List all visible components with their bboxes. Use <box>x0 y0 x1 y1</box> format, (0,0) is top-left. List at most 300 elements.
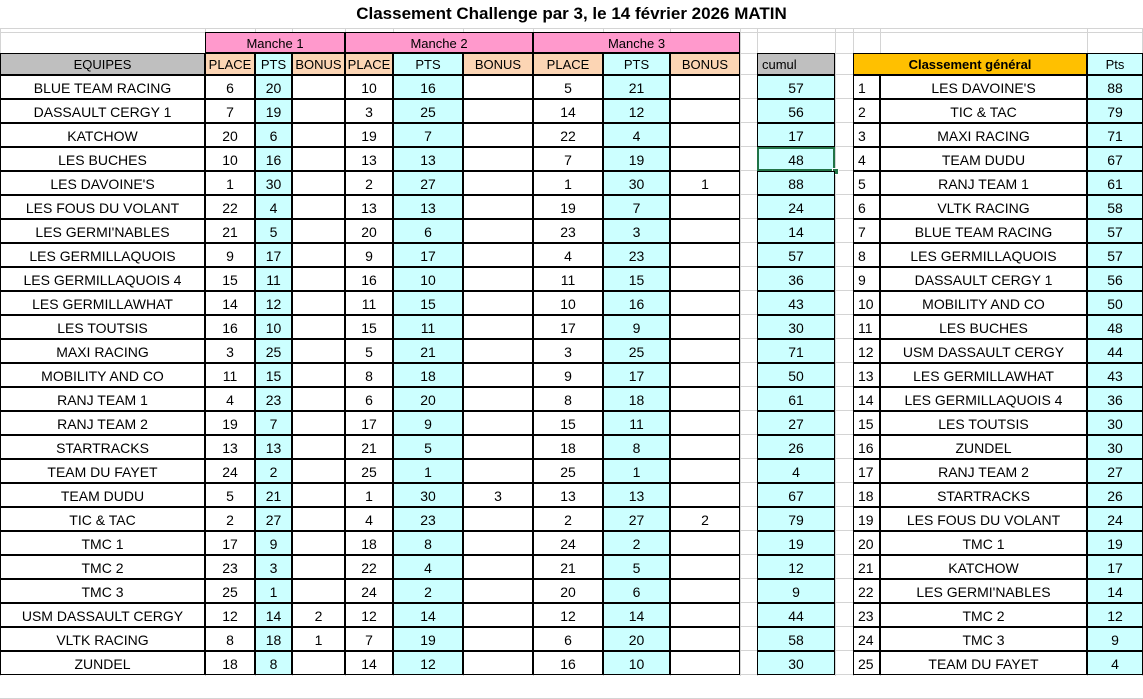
m3-bonus-cell[interactable] <box>670 291 740 315</box>
team-name[interactable]: LES GERMILLAQUOIS <box>0 243 205 267</box>
general-team-cell[interactable]: RANJ TEAM 2 <box>880 459 1087 483</box>
m1-place-cell[interactable]: 5 <box>205 483 255 507</box>
general-rank-cell[interactable]: 13 <box>853 363 880 387</box>
m1-bonus-cell[interactable] <box>292 267 345 291</box>
m1-place-cell[interactable]: 2 <box>205 507 255 531</box>
m3-bonus-header[interactable]: BONUS <box>670 53 740 75</box>
m2-pts-cell[interactable]: 18 <box>393 363 463 387</box>
general-pts-cell[interactable]: 4 <box>1087 651 1143 675</box>
general-team-cell[interactable]: KATCHOW <box>880 555 1087 579</box>
m2-bonus-cell[interactable] <box>463 267 533 291</box>
m1-pts-cell[interactable]: 6 <box>255 123 292 147</box>
m2-place-cell[interactable]: 18 <box>345 531 393 555</box>
m3-bonus-cell[interactable] <box>670 99 740 123</box>
cumul-cell[interactable]: 30 <box>757 651 835 675</box>
m1-pts-cell[interactable]: 27 <box>255 507 292 531</box>
m1-place-cell[interactable]: 4 <box>205 387 255 411</box>
general-pts-cell[interactable]: 27 <box>1087 459 1143 483</box>
m3-pts-header[interactable]: PTS <box>603 53 670 75</box>
m3-pts-cell[interactable]: 25 <box>603 339 670 363</box>
m1-pts-cell[interactable]: 12 <box>255 291 292 315</box>
general-pts-cell[interactable]: 79 <box>1087 99 1143 123</box>
general-team-cell[interactable]: LES TOUTSIS <box>880 411 1087 435</box>
m2-place-cell[interactable]: 13 <box>345 147 393 171</box>
m1-pts-cell[interactable]: 9 <box>255 531 292 555</box>
m1-place-cell[interactable]: 16 <box>205 315 255 339</box>
m2-pts-cell[interactable]: 16 <box>393 75 463 99</box>
general-pts-cell[interactable]: 43 <box>1087 363 1143 387</box>
m2-bonus-cell[interactable] <box>463 195 533 219</box>
m2-place-cell[interactable]: 6 <box>345 387 393 411</box>
general-rank-cell[interactable]: 6 <box>853 195 880 219</box>
m3-pts-cell[interactable]: 5 <box>603 555 670 579</box>
cumul-cell[interactable]: 30 <box>757 315 835 339</box>
m2-pts-cell[interactable]: 13 <box>393 147 463 171</box>
general-rank-cell[interactable]: 19 <box>853 507 880 531</box>
m1-bonus-cell[interactable] <box>292 147 345 171</box>
general-pts-cell[interactable]: 30 <box>1087 411 1143 435</box>
m3-bonus-cell[interactable] <box>670 147 740 171</box>
general-team-cell[interactable]: LES GERMILLAQUOIS 4 <box>880 387 1087 411</box>
m2-place-cell[interactable]: 5 <box>345 339 393 363</box>
general-rank-cell[interactable]: 22 <box>853 579 880 603</box>
general-rank-cell[interactable]: 7 <box>853 219 880 243</box>
m3-pts-cell[interactable]: 20 <box>603 627 670 651</box>
m1-bonus-cell[interactable] <box>292 459 345 483</box>
team-name[interactable]: MAXI RACING <box>0 339 205 363</box>
team-name[interactable]: STARTRACKS <box>0 435 205 459</box>
m3-pts-cell[interactable]: 3 <box>603 219 670 243</box>
m2-pts-cell[interactable]: 7 <box>393 123 463 147</box>
general-rank-cell[interactable]: 25 <box>853 651 880 675</box>
general-pts-header[interactable]: Pts <box>1087 53 1143 75</box>
general-pts-cell[interactable]: 14 <box>1087 579 1143 603</box>
m2-place-cell[interactable]: 25 <box>345 459 393 483</box>
general-team-cell[interactable]: LES BUCHES <box>880 315 1087 339</box>
general-pts-cell[interactable]: 48 <box>1087 315 1143 339</box>
m2-bonus-cell[interactable] <box>463 363 533 387</box>
general-rank-cell[interactable]: 12 <box>853 339 880 363</box>
m3-bonus-cell[interactable] <box>670 243 740 267</box>
m3-bonus-cell[interactable]: 2 <box>670 507 740 531</box>
m1-pts-cell[interactable]: 13 <box>255 435 292 459</box>
general-pts-cell[interactable]: 12 <box>1087 603 1143 627</box>
m3-place-cell[interactable]: 5 <box>533 75 603 99</box>
m3-pts-cell[interactable]: 19 <box>603 147 670 171</box>
m2-pts-cell[interactable]: 11 <box>393 315 463 339</box>
team-name[interactable]: LES FOUS DU VOLANT <box>0 195 205 219</box>
m1-bonus-cell[interactable] <box>292 651 345 675</box>
m2-place-cell[interactable]: 19 <box>345 123 393 147</box>
m2-bonus-cell[interactable] <box>463 411 533 435</box>
m3-pts-cell[interactable]: 10 <box>603 651 670 675</box>
m3-bonus-cell[interactable] <box>670 531 740 555</box>
m2-place-header[interactable]: PLACE <box>345 53 393 75</box>
cumul-cell[interactable]: 57 <box>757 75 835 99</box>
general-team-cell[interactable]: TEAM DUDU <box>880 147 1087 171</box>
team-name[interactable]: VLTK RACING <box>0 627 205 651</box>
cumul-cell[interactable]: 9 <box>757 579 835 603</box>
m3-pts-cell[interactable]: 16 <box>603 291 670 315</box>
m1-bonus-cell[interactable] <box>292 387 345 411</box>
team-name[interactable]: TEAM DUDU <box>0 483 205 507</box>
m3-pts-cell[interactable]: 14 <box>603 603 670 627</box>
m1-pts-cell[interactable]: 30 <box>255 171 292 195</box>
m3-place-cell[interactable]: 8 <box>533 387 603 411</box>
general-team-cell[interactable]: TIC & TAC <box>880 99 1087 123</box>
team-name[interactable]: MOBILITY AND CO <box>0 363 205 387</box>
general-team-cell[interactable]: TMC 2 <box>880 603 1087 627</box>
m3-bonus-cell[interactable] <box>670 363 740 387</box>
team-name[interactable]: LES BUCHES <box>0 147 205 171</box>
m2-bonus-header[interactable]: BONUS <box>463 53 533 75</box>
m1-bonus-cell[interactable]: 2 <box>292 603 345 627</box>
general-rank-cell[interactable]: 21 <box>853 555 880 579</box>
m3-pts-cell[interactable]: 2 <box>603 531 670 555</box>
m3-bonus-cell[interactable] <box>670 627 740 651</box>
m3-pts-cell[interactable]: 8 <box>603 435 670 459</box>
m2-place-cell[interactable]: 3 <box>345 99 393 123</box>
cumul-cell[interactable]: 71 <box>757 339 835 363</box>
m2-bonus-cell[interactable] <box>463 99 533 123</box>
m2-bonus-cell[interactable] <box>463 387 533 411</box>
general-rank-cell[interactable]: 14 <box>853 387 880 411</box>
m3-place-cell[interactable]: 21 <box>533 555 603 579</box>
m1-place-cell[interactable]: 17 <box>205 531 255 555</box>
m3-bonus-cell[interactable] <box>670 339 740 363</box>
m3-pts-cell[interactable]: 1 <box>603 459 670 483</box>
m1-pts-cell[interactable]: 17 <box>255 243 292 267</box>
m3-place-cell[interactable]: 1 <box>533 171 603 195</box>
m1-bonus-cell[interactable] <box>292 291 345 315</box>
m1-bonus-cell[interactable] <box>292 411 345 435</box>
general-rank-cell[interactable]: 8 <box>853 243 880 267</box>
team-name[interactable]: USM DASSAULT CERGY <box>0 603 205 627</box>
general-pts-cell[interactable]: 19 <box>1087 531 1143 555</box>
m3-place-cell[interactable]: 4 <box>533 243 603 267</box>
general-team-cell[interactable]: LES GERMILLAQUOIS <box>880 243 1087 267</box>
cumul-cell[interactable]: 79 <box>757 507 835 531</box>
m2-pts-cell[interactable]: 5 <box>393 435 463 459</box>
m1-pts-cell[interactable]: 5 <box>255 219 292 243</box>
general-team-cell[interactable]: LES GERMILLAWHAT <box>880 363 1087 387</box>
m1-pts-header[interactable]: PTS <box>255 53 292 75</box>
m2-place-cell[interactable]: 11 <box>345 291 393 315</box>
general-pts-cell[interactable]: 36 <box>1087 387 1143 411</box>
team-name[interactable]: TMC 1 <box>0 531 205 555</box>
m2-bonus-cell[interactable] <box>463 171 533 195</box>
m2-bonus-cell[interactable] <box>463 147 533 171</box>
m3-pts-cell[interactable]: 6 <box>603 579 670 603</box>
cumul-cell[interactable]: 24 <box>757 195 835 219</box>
m3-place-cell[interactable]: 25 <box>533 459 603 483</box>
m1-pts-cell[interactable]: 10 <box>255 315 292 339</box>
m3-pts-cell[interactable]: 11 <box>603 411 670 435</box>
m2-place-cell[interactable]: 16 <box>345 267 393 291</box>
general-pts-cell[interactable]: 26 <box>1087 483 1143 507</box>
general-rank-cell[interactable]: 17 <box>853 459 880 483</box>
cumul-cell[interactable]: 58 <box>757 627 835 651</box>
m3-bonus-cell[interactable] <box>670 195 740 219</box>
m1-place-cell[interactable]: 14 <box>205 291 255 315</box>
m1-pts-cell[interactable]: 21 <box>255 483 292 507</box>
m2-bonus-cell[interactable] <box>463 123 533 147</box>
m2-place-cell[interactable]: 22 <box>345 555 393 579</box>
general-rank-cell[interactable]: 9 <box>853 267 880 291</box>
m1-place-cell[interactable]: 25 <box>205 579 255 603</box>
general-team-cell[interactable]: ZUNDEL <box>880 435 1087 459</box>
m3-place-cell[interactable]: 19 <box>533 195 603 219</box>
general-team-cell[interactable]: MAXI RACING <box>880 123 1087 147</box>
m2-pts-cell[interactable]: 23 <box>393 507 463 531</box>
general-pts-cell[interactable]: 67 <box>1087 147 1143 171</box>
m3-bonus-cell[interactable] <box>670 387 740 411</box>
m3-place-cell[interactable]: 16 <box>533 651 603 675</box>
m2-place-cell[interactable]: 2 <box>345 171 393 195</box>
team-name[interactable]: LES GERMI'NABLES <box>0 219 205 243</box>
m3-place-cell[interactable]: 7 <box>533 147 603 171</box>
m3-place-cell[interactable]: 3 <box>533 339 603 363</box>
team-name[interactable]: TMC 3 <box>0 579 205 603</box>
cumul-cell[interactable]: 4 <box>757 459 835 483</box>
m1-place-cell[interactable]: 1 <box>205 171 255 195</box>
general-rank-cell[interactable]: 24 <box>853 627 880 651</box>
m1-bonus-cell[interactable] <box>292 219 345 243</box>
general-team-cell[interactable]: LES FOUS DU VOLANT <box>880 507 1087 531</box>
general-team-cell[interactable]: TMC 1 <box>880 531 1087 555</box>
m3-bonus-cell[interactable] <box>670 579 740 603</box>
m2-place-cell[interactable]: 10 <box>345 75 393 99</box>
m2-pts-cell[interactable]: 1 <box>393 459 463 483</box>
general-team-cell[interactable]: TEAM DU FAYET <box>880 651 1087 675</box>
m1-pts-cell[interactable]: 25 <box>255 339 292 363</box>
m3-pts-cell[interactable]: 7 <box>603 195 670 219</box>
m3-bonus-cell[interactable] <box>670 123 740 147</box>
general-team-cell[interactable]: USM DASSAULT CERGY <box>880 339 1087 363</box>
m3-pts-cell[interactable]: 9 <box>603 315 670 339</box>
cumul-cell[interactable]: 56 <box>757 99 835 123</box>
cumul-cell[interactable]: 88 <box>757 171 835 195</box>
cumul-cell[interactable]: 17 <box>757 123 835 147</box>
m2-pts-cell[interactable]: 19 <box>393 627 463 651</box>
cumul-cell[interactable]: 44 <box>757 603 835 627</box>
general-team-cell[interactable]: VLTK RACING <box>880 195 1087 219</box>
team-name[interactable]: RANJ TEAM 1 <box>0 387 205 411</box>
m1-bonus-cell[interactable] <box>292 75 345 99</box>
m1-pts-cell[interactable]: 4 <box>255 195 292 219</box>
m3-place-cell[interactable]: 10 <box>533 291 603 315</box>
m1-pts-cell[interactable]: 1 <box>255 579 292 603</box>
m3-place-cell[interactable]: 6 <box>533 627 603 651</box>
general-team-cell[interactable]: MOBILITY AND CO <box>880 291 1087 315</box>
general-pts-cell[interactable]: 57 <box>1087 243 1143 267</box>
m1-pts-cell[interactable]: 23 <box>255 387 292 411</box>
m2-bonus-cell[interactable] <box>463 627 533 651</box>
m1-place-cell[interactable]: 23 <box>205 555 255 579</box>
manche-2-header[interactable]: Manche 2 <box>345 32 533 53</box>
m1-pts-cell[interactable]: 7 <box>255 411 292 435</box>
m3-bonus-cell[interactable] <box>670 603 740 627</box>
m2-bonus-cell[interactable] <box>463 75 533 99</box>
general-team-cell[interactable]: TMC 3 <box>880 627 1087 651</box>
m2-pts-cell[interactable]: 21 <box>393 339 463 363</box>
m2-pts-cell[interactable]: 4 <box>393 555 463 579</box>
m1-bonus-cell[interactable] <box>292 243 345 267</box>
m2-bonus-cell[interactable] <box>463 579 533 603</box>
m1-bonus-cell[interactable] <box>292 555 345 579</box>
m3-pts-cell[interactable]: 4 <box>603 123 670 147</box>
m3-pts-cell[interactable]: 21 <box>603 75 670 99</box>
m1-bonus-cell[interactable] <box>292 435 345 459</box>
general-pts-cell[interactable]: 61 <box>1087 171 1143 195</box>
m3-bonus-cell[interactable] <box>670 411 740 435</box>
general-rank-cell[interactable]: 1 <box>853 75 880 99</box>
general-team-cell[interactable]: RANJ TEAM 1 <box>880 171 1087 195</box>
m1-bonus-cell[interactable] <box>292 579 345 603</box>
m1-bonus-cell[interactable]: 1 <box>292 627 345 651</box>
team-name[interactable]: LES DAVOINE'S <box>0 171 205 195</box>
m2-place-cell[interactable]: 9 <box>345 243 393 267</box>
m3-place-cell[interactable]: 9 <box>533 363 603 387</box>
m1-place-cell[interactable]: 9 <box>205 243 255 267</box>
m1-bonus-cell[interactable] <box>292 123 345 147</box>
team-name[interactable]: TIC & TAC <box>0 507 205 531</box>
m1-place-cell[interactable]: 13 <box>205 435 255 459</box>
m3-place-cell[interactable]: 13 <box>533 483 603 507</box>
m2-pts-cell[interactable]: 17 <box>393 243 463 267</box>
m1-bonus-cell[interactable] <box>292 339 345 363</box>
m2-pts-cell[interactable]: 10 <box>393 267 463 291</box>
cumul-cell[interactable]: 19 <box>757 531 835 555</box>
m1-pts-cell[interactable]: 2 <box>255 459 292 483</box>
m3-pts-cell[interactable]: 15 <box>603 267 670 291</box>
m2-pts-cell[interactable]: 13 <box>393 195 463 219</box>
general-rank-cell[interactable]: 16 <box>853 435 880 459</box>
general-pts-cell[interactable]: 9 <box>1087 627 1143 651</box>
m1-pts-cell[interactable]: 16 <box>255 147 292 171</box>
general-pts-cell[interactable]: 44 <box>1087 339 1143 363</box>
m1-place-cell[interactable]: 8 <box>205 627 255 651</box>
team-name[interactable]: BLUE TEAM RACING <box>0 75 205 99</box>
m1-place-cell[interactable]: 3 <box>205 339 255 363</box>
m1-bonus-header[interactable]: BONUS <box>292 53 345 75</box>
m2-place-cell[interactable]: 20 <box>345 219 393 243</box>
m2-pts-cell[interactable]: 27 <box>393 171 463 195</box>
m2-pts-cell[interactable]: 30 <box>393 483 463 507</box>
cumul-cell[interactable]: 50 <box>757 363 835 387</box>
general-rank-cell[interactable]: 23 <box>853 603 880 627</box>
general-rank-cell[interactable]: 5 <box>853 171 880 195</box>
m1-pts-cell[interactable]: 14 <box>255 603 292 627</box>
m3-pts-cell[interactable]: 13 <box>603 483 670 507</box>
m1-place-cell[interactable]: 12 <box>205 603 255 627</box>
m3-bonus-cell[interactable] <box>670 315 740 339</box>
m1-place-cell[interactable]: 19 <box>205 411 255 435</box>
m2-pts-cell[interactable]: 12 <box>393 651 463 675</box>
general-rank-cell[interactable]: 20 <box>853 531 880 555</box>
manche-1-header[interactable]: Manche 1 <box>205 32 345 53</box>
general-rank-cell[interactable]: 10 <box>853 291 880 315</box>
m1-place-cell[interactable]: 21 <box>205 219 255 243</box>
m2-pts-cell[interactable]: 15 <box>393 291 463 315</box>
m2-bonus-cell[interactable] <box>463 531 533 555</box>
m1-place-cell[interactable]: 20 <box>205 123 255 147</box>
cumul-cell[interactable]: 36 <box>757 267 835 291</box>
m2-place-cell[interactable]: 8 <box>345 363 393 387</box>
team-name[interactable]: ZUNDEL <box>0 651 205 675</box>
m2-bonus-cell[interactable]: 3 <box>463 483 533 507</box>
m2-place-cell[interactable]: 1 <box>345 483 393 507</box>
m1-pts-cell[interactable]: 8 <box>255 651 292 675</box>
m2-pts-cell[interactable]: 6 <box>393 219 463 243</box>
general-ranking-header[interactable]: Classement général <box>853 53 1087 75</box>
cumul-cell[interactable]: 43 <box>757 291 835 315</box>
m1-place-cell[interactable]: 10 <box>205 147 255 171</box>
m1-pts-cell[interactable]: 19 <box>255 99 292 123</box>
m2-place-cell[interactable]: 14 <box>345 651 393 675</box>
general-pts-cell[interactable]: 88 <box>1087 75 1143 99</box>
m3-place-cell[interactable]: 17 <box>533 315 603 339</box>
m1-bonus-cell[interactable] <box>292 507 345 531</box>
cumul-cell[interactable]: 67 <box>757 483 835 507</box>
m3-place-cell[interactable]: 18 <box>533 435 603 459</box>
cumul-cell-selected[interactable]: 48 <box>757 147 835 171</box>
m1-pts-cell[interactable]: 3 <box>255 555 292 579</box>
general-team-cell[interactable]: STARTRACKS <box>880 483 1087 507</box>
m2-bonus-cell[interactable] <box>463 555 533 579</box>
m2-place-cell[interactable]: 13 <box>345 195 393 219</box>
m2-bonus-cell[interactable] <box>463 507 533 531</box>
m3-bonus-cell[interactable] <box>670 219 740 243</box>
team-name[interactable]: TMC 2 <box>0 555 205 579</box>
general-rank-cell[interactable]: 4 <box>853 147 880 171</box>
m2-place-cell[interactable]: 21 <box>345 435 393 459</box>
team-name[interactable]: LES GERMILLAQUOIS 4 <box>0 267 205 291</box>
general-team-cell[interactable]: DASSAULT CERGY 1 <box>880 267 1087 291</box>
m3-bonus-cell[interactable] <box>670 75 740 99</box>
m3-pts-cell[interactable]: 17 <box>603 363 670 387</box>
m1-bonus-cell[interactable] <box>292 531 345 555</box>
m2-bonus-cell[interactable] <box>463 603 533 627</box>
m2-pts-header[interactable]: PTS <box>393 53 463 75</box>
m1-place-cell[interactable]: 18 <box>205 651 255 675</box>
cumul-cell[interactable]: 12 <box>757 555 835 579</box>
m3-bonus-cell[interactable] <box>670 483 740 507</box>
m3-pts-cell[interactable]: 12 <box>603 99 670 123</box>
general-rank-cell[interactable]: 2 <box>853 99 880 123</box>
general-team-cell[interactable]: BLUE TEAM RACING <box>880 219 1087 243</box>
m2-place-cell[interactable]: 24 <box>345 579 393 603</box>
m3-place-cell[interactable]: 20 <box>533 579 603 603</box>
m3-place-cell[interactable]: 24 <box>533 531 603 555</box>
cumul-cell[interactable]: 61 <box>757 387 835 411</box>
general-pts-cell[interactable]: 57 <box>1087 219 1143 243</box>
m3-bonus-cell[interactable] <box>670 651 740 675</box>
m1-place-header[interactable]: PLACE <box>205 53 255 75</box>
general-pts-cell[interactable]: 30 <box>1087 435 1143 459</box>
team-name[interactable]: LES TOUTSIS <box>0 315 205 339</box>
m1-place-cell[interactable]: 22 <box>205 195 255 219</box>
m3-place-cell[interactable]: 23 <box>533 219 603 243</box>
equipes-header[interactable]: EQUIPES <box>0 53 205 75</box>
m1-place-cell[interactable]: 7 <box>205 99 255 123</box>
m2-bonus-cell[interactable] <box>463 219 533 243</box>
general-rank-cell[interactable]: 15 <box>853 411 880 435</box>
team-name[interactable]: KATCHOW <box>0 123 205 147</box>
m3-bonus-cell[interactable]: 1 <box>670 171 740 195</box>
m3-place-header[interactable]: PLACE <box>533 53 603 75</box>
general-rank-cell[interactable]: 11 <box>853 315 880 339</box>
